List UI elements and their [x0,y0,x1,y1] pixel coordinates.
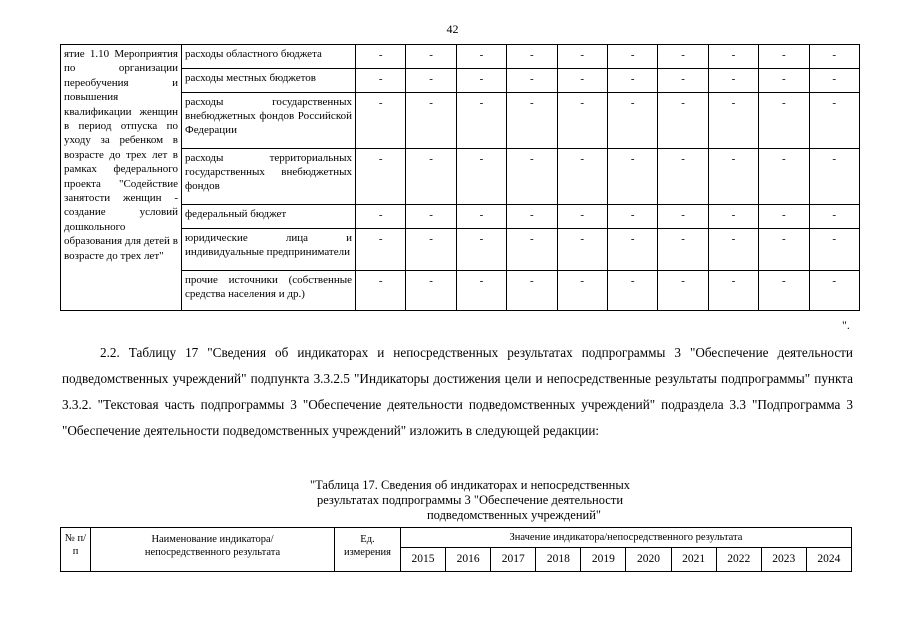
value-cell: - [658,45,708,69]
value-cell: - [356,229,406,271]
funding-sources-table [60,44,860,311]
closing-quote-mark: ". [842,318,850,332]
table17-title-line1: "Таблица 17. Сведения об индикаторах и непосредственных [309,478,631,492]
value-cell: - [607,205,657,229]
value-cell: - [759,229,809,271]
table17-title-line3: подведомственных учреждений" [426,508,602,522]
year-header-cell: 2016 [446,548,491,572]
value-cell: - [456,271,506,311]
value-cell: - [557,149,607,205]
value-cell: - [557,93,607,149]
funding-source-cell: расходы территориальных государственных внебюджетных фондов [182,149,356,205]
year-header-cell: 2015 [401,548,446,572]
table17-title-line2: результатах подпрограммы 3 "Обеспечение деятельности [316,493,624,507]
value-cell: - [708,271,758,311]
funding-source-cell: федеральный бюджет [182,205,356,229]
value-cell: - [759,149,809,205]
value-cell: - [708,229,758,271]
value-cell: - [557,271,607,311]
indicators-table-header [60,527,852,572]
value-cell: - [809,149,859,205]
value-cell: - [356,45,406,69]
value-cell: - [456,93,506,149]
value-cell: - [708,93,758,149]
year-header-cell: 2018 [536,548,581,572]
value-cell: - [658,69,708,93]
value-cell: - [759,271,809,311]
value-cell: - [406,149,456,205]
funding-source-cell: расходы государственных внебюджетных фондов Российской Федерации [182,93,356,149]
value-cell: - [356,93,406,149]
col-header-unit: Ед. измерения [335,528,401,572]
value-cell: - [356,271,406,311]
value-cell: - [557,205,607,229]
value-cell: - [456,69,506,93]
value-cell: - [809,69,859,93]
table17-title [240,478,700,523]
value-cell: - [708,205,758,229]
year-header-cell: 2023 [761,548,806,572]
value-cell: - [708,45,758,69]
value-cell: - [557,45,607,69]
value-cell: - [406,69,456,93]
value-cell: - [607,45,657,69]
value-cell: - [557,69,607,93]
value-cell: - [607,229,657,271]
year-header-cell: 2017 [491,548,536,572]
value-cell: - [507,45,557,69]
value-cell: - [456,45,506,69]
col-header-indicator-name: Наименование индикатора/непосредственного результата [91,528,335,572]
value-cell: - [809,45,859,69]
value-cell: - [507,271,557,311]
value-cell: - [658,93,708,149]
value-cell: - [406,93,456,149]
value-cell: - [658,149,708,205]
activity-name-cell: ятие 1.10 Мероприятия по организации переобучения и повышения квалификации женщин в период отпуска по уходу за ребенком в возрасте до трех лет в рамках федерального проекта "Содействие занятости женщин - создание условий дошкольного образования для детей в возрасте до трех лет" [61,45,182,311]
value-cell: - [607,93,657,149]
amendment-paragraph-text: 2.2. Таблицу 17 "Сведения об индикаторах и непосредственных результатах подпрограммы 3 "Обеспечение деятельности подведомственных учреждений" подпункта 3.3.2.5 "Индикаторы достижения цели и непосредственные результаты подпрограммы" пункта 3.3.2. "Текстовая часть подпрограммы 3 "Обеспечение деятельности подведомственных учреждений" подраздела 3.3 "Подпрограмма 3 "Обеспечение деятельности подведомственных учреждений" изложить в следующей редакции: [62,345,853,438]
value-cell: - [406,45,456,69]
value-cell: - [507,205,557,229]
year-header-cell: 2022 [716,548,761,572]
value-cell: - [557,229,607,271]
value-cell: - [658,205,708,229]
value-cell: - [356,149,406,205]
value-cell: - [507,69,557,93]
value-cell: - [356,205,406,229]
value-cell: - [809,93,859,149]
value-cell: - [456,229,506,271]
value-cell: - [658,271,708,311]
funding-source-cell: прочие источники (собственные средства населения и др.) [182,271,356,311]
value-cell: - [456,149,506,205]
value-cell: - [607,271,657,311]
funding-source-cell: расходы местных бюджетов [182,69,356,93]
funding-source-cell: расходы областного бюджета [182,45,356,69]
year-header-cell: 2020 [626,548,671,572]
value-cell: - [406,229,456,271]
value-cell: - [507,93,557,149]
funding-row [61,45,860,69]
value-cell: - [759,45,809,69]
page-number: 42 [446,22,459,36]
value-cell: - [759,205,809,229]
value-cell: - [809,271,859,311]
year-header-cell: 2024 [806,548,851,572]
value-cell: - [507,149,557,205]
amendment-paragraph [62,340,853,444]
value-cell: - [607,69,657,93]
value-cell: - [809,229,859,271]
value-cell: - [607,149,657,205]
funding-source-cell: юридические лица и индивидуальные предприниматели [182,229,356,271]
value-cell: - [708,69,758,93]
value-cell: - [759,69,809,93]
value-cell: - [406,271,456,311]
value-cell: - [356,69,406,93]
value-cell: - [809,205,859,229]
year-header-cell: 2019 [581,548,626,572]
value-cell: - [658,229,708,271]
value-cell: - [507,229,557,271]
col-header-value: Значение индикатора/непосредственного результата [401,528,852,548]
value-cell: - [456,205,506,229]
value-cell: - [759,93,809,149]
value-cell: - [406,205,456,229]
col-header-number: № п/п [61,528,91,572]
value-cell: - [708,149,758,205]
year-header-cell: 2021 [671,548,716,572]
